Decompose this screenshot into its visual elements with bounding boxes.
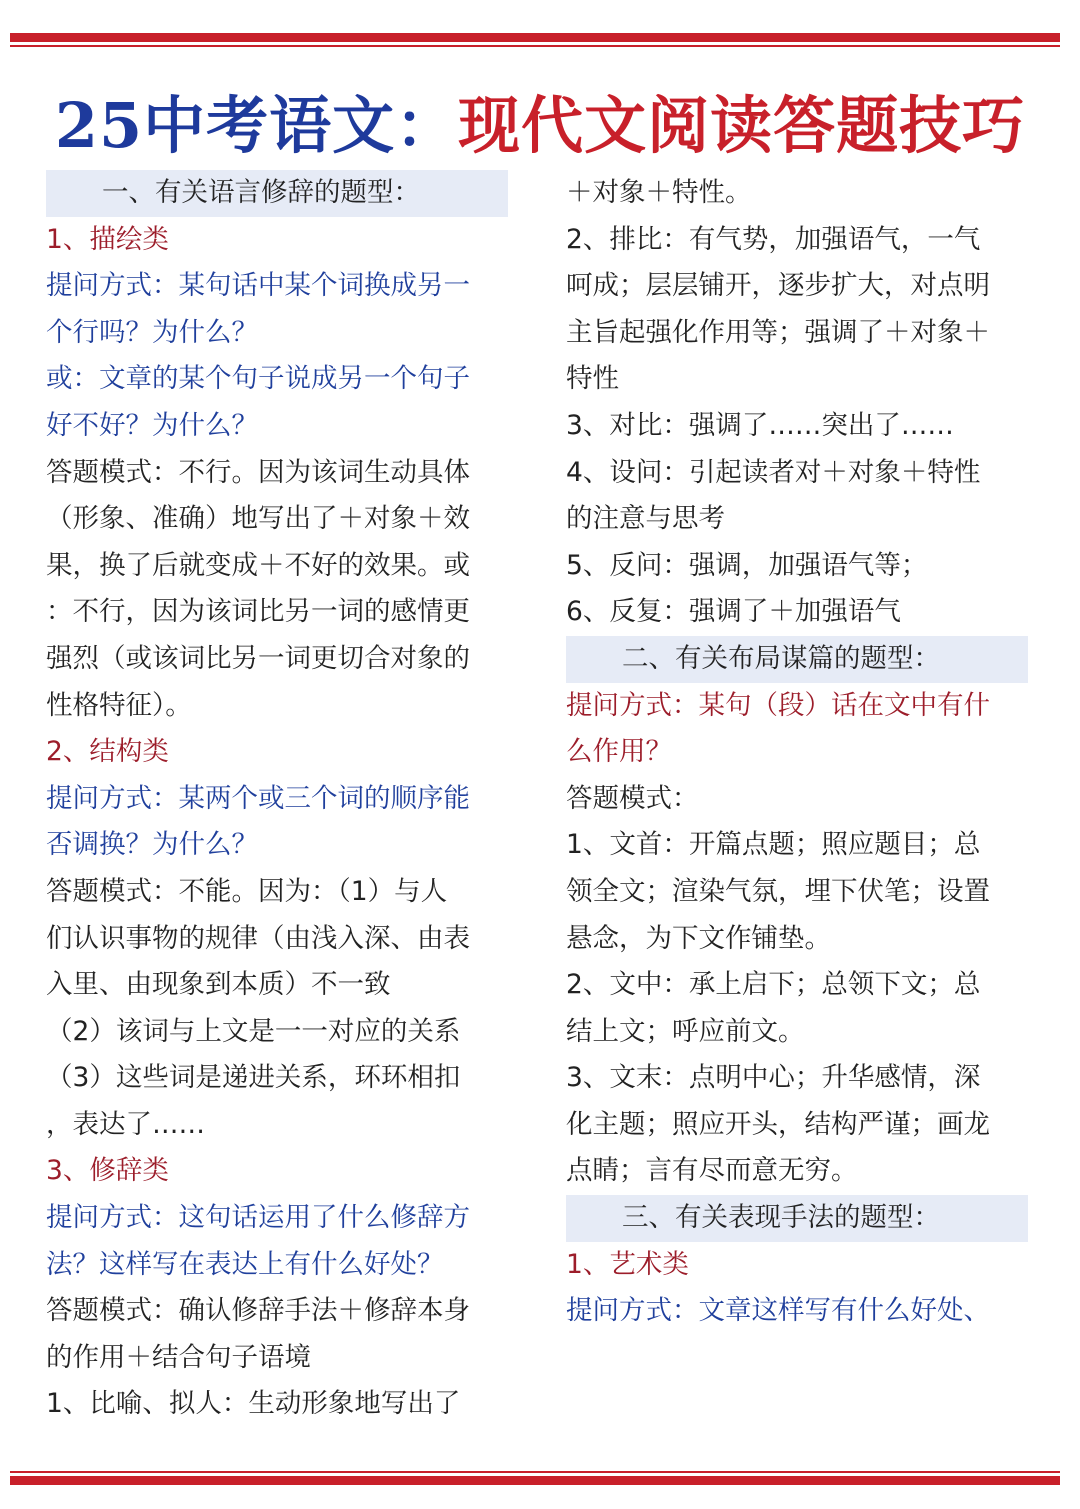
text-line: 答题模式：不能。因为：（1）与人 [46, 875, 448, 907]
text-line: 果，换了后就变成＋不好的效果。或 [46, 549, 470, 581]
text-line: 3、对比：强调了……突出了…… [566, 409, 954, 441]
text-line: 或：文章的某个句子说成另一个句子 [46, 363, 470, 395]
page-title [0, 76, 1080, 165]
text-line: 结上文；呼应前文。 [566, 1015, 805, 1047]
text-line: 领全文；渲染气氛，埋下伏笔；设置 [566, 875, 990, 907]
section-header: 一、有关语言修辞的题型： [46, 170, 508, 217]
section-header: 三、有关表现手法的题型： [566, 1195, 1028, 1242]
text-line: ，表达了…… [46, 1108, 205, 1140]
text-line: （3）这些词是递进关系，环环相扣 [46, 1062, 461, 1094]
text-line: 1、文首：开篇点题；照应题目；总 [566, 829, 981, 861]
text-line: 好不好？为什么？ [46, 409, 258, 441]
text-line: 答题模式：确认修辞手法＋修辞本身 [46, 1295, 470, 1327]
text-line: （2）该词与上文是一一对应的关系 [46, 1015, 461, 1047]
text-line: 否调换？为什么？ [46, 829, 258, 861]
text-line: 2、结构类 [46, 736, 169, 768]
text-line: 悬念，为下文作铺垫。 [566, 922, 831, 954]
text-line: 性格特征）。 [46, 689, 192, 721]
title-blue-part: 25中考语文： [54, 89, 459, 162]
text-line: 的注意与思考 [566, 503, 725, 535]
text-line: 点睛；言有尽而意无穷。 [566, 1155, 858, 1187]
text-line: 的作用＋结合句子语境 [46, 1341, 311, 1373]
text-line: 提问方式：这句话运用了什么修辞方 [46, 1202, 470, 1234]
section-header: 二、有关布局谋篇的题型： [566, 636, 1028, 683]
text-line: 强烈（或该词比另一词更切合对象的 [46, 642, 470, 674]
bottom-border [10, 1471, 1060, 1485]
text-line: 主旨起强化作用等；强调了＋对象＋ [566, 316, 990, 348]
left-column [46, 170, 508, 1428]
text-line: 提问方式：某两个或三个词的顺序能 [46, 782, 470, 814]
text-line: 法？这样写在表达上有什么好处？ [46, 1248, 444, 1280]
text-line: （形象、准确）地写出了＋对象＋效 [46, 503, 470, 535]
text-line: 们认识事物的规律（由浅入深、由表 [46, 922, 470, 954]
text-line: 1、描绘类 [46, 223, 169, 255]
text-line: 答题模式：不行。因为该词生动具体 [46, 456, 470, 488]
bottom-border-thick-line [10, 1476, 1060, 1485]
text-line: 么作用？ [566, 736, 672, 768]
text-line: 答题模式： [566, 782, 699, 814]
text-line: 4、设问：引起读者对＋对象＋特性 [566, 456, 981, 488]
text-line: 2、排比：有气势，加强语气，一气 [566, 223, 981, 255]
text-line: 2、文中：承上启下；总领下文；总 [566, 969, 981, 1001]
text-line: 个行吗？为什么？ [46, 316, 258, 348]
text-line: 提问方式：某句话中某个词换成另一 [46, 270, 470, 302]
text-line: 呵成；层层铺开，逐步扩大，对点明 [566, 270, 990, 302]
text-line: 化主题；照应开头，结构严谨；画龙 [566, 1108, 990, 1140]
text-line: 入里、由现象到本质）不一致 [46, 969, 391, 1001]
text-line: ＋对象＋特性。 [566, 177, 752, 208]
title-red-part: 现代文阅读答题技巧 [458, 89, 1026, 162]
top-border [10, 33, 1060, 47]
text-line: 5、反问：强调，加强语气等； [566, 549, 928, 581]
text-line: 1、比喻、拟人：生动形象地写出了 [46, 1388, 461, 1420]
text-line: 1、艺术类 [566, 1248, 689, 1280]
right-column [566, 170, 1028, 1335]
text-line: 3、修辞类 [46, 1155, 169, 1187]
text-line: 提问方式：文章这样写有什么好处、 [566, 1295, 990, 1327]
text-line: 特性 [566, 363, 619, 395]
text-line: ：不行，因为该词比另一词的感情更 [46, 596, 470, 628]
text-line: 6、反复：强调了＋加强语气 [566, 596, 901, 628]
top-border-thin-line [10, 45, 1060, 47]
text-line: 3、文末：点明中心；升华感情，深 [566, 1062, 981, 1094]
bottom-border-thin-line [10, 1471, 1060, 1473]
text-line: 提问方式：某句（段）话在文中有什 [566, 689, 990, 721]
top-border-thick-line [10, 33, 1060, 42]
